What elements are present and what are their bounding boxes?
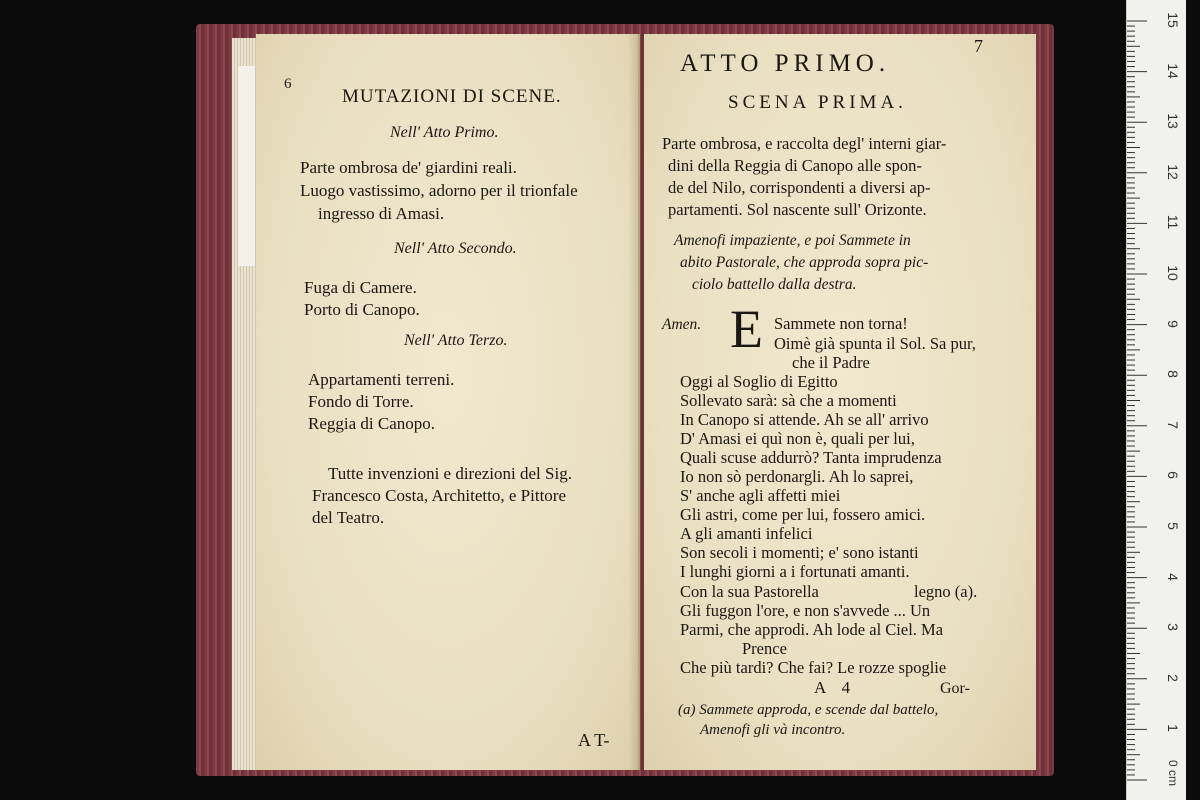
left-page-number: 6: [284, 76, 292, 92]
credits-line: Tutte invenzioni e direzioni del Sig.: [328, 464, 572, 483]
verse-line: Sollevato sarà: sà che a momenti: [680, 391, 897, 410]
stage-direction-line: Amenofi impaziente, e poi Sammete in: [674, 232, 911, 249]
left-catchword: A T-: [578, 730, 610, 750]
ruler-number: 1: [1165, 724, 1181, 733]
verse-line: Sammete non torna!: [774, 314, 908, 333]
ruler-number: 3: [1165, 623, 1181, 632]
verse-line: Oggi al Soglio di Egitto: [680, 372, 838, 391]
ruler-unit-label: 0 cm: [1166, 759, 1180, 786]
credits-line: del Teatro.: [312, 508, 385, 527]
verse-line: Con la sua Pastorella: [680, 582, 819, 601]
act3-heading: Nell' Atto Terzo.: [404, 332, 508, 349]
footnote-line: (a) Sammete approda, e scende dal battelo,: [678, 702, 939, 718]
verse-line: In Canopo si attende. Ah se all' arrivo: [680, 410, 929, 429]
verse-line: Oimè già spunta il Sol. Sa pur,: [774, 334, 976, 353]
act1-heading: Nell' Atto Primo.: [390, 124, 499, 141]
setting-line: partamenti. Sol nascente sull' Orizonte.: [668, 200, 927, 219]
setting-line: dini della Reggia di Canopo alle spon-: [668, 156, 922, 175]
ruler-number: 11: [1165, 215, 1181, 230]
ruler-number: 2: [1165, 673, 1181, 682]
scene-title: SCENA PRIMA.: [728, 92, 907, 113]
right-page-number: 7: [974, 36, 983, 56]
ruler-number: 6: [1165, 471, 1181, 480]
right-catchword: Gor-: [940, 680, 970, 697]
act3-line: Appartamenti terreni.: [308, 370, 455, 389]
verse-line: D' Amasi ei quì non è, quali per lui,: [680, 429, 915, 448]
act1-line: ingresso di Amasi.: [318, 204, 445, 223]
ruler-number: 14: [1165, 62, 1181, 79]
ruler-number: 12: [1165, 164, 1181, 180]
ruler-number: 4: [1165, 572, 1181, 581]
ruler-number: 5: [1165, 522, 1181, 530]
credits-line: Francesco Costa, Architetto, e Pittore: [312, 486, 566, 505]
verse-line: Son secoli i momenti; e' sono istanti: [680, 543, 919, 562]
right-page: [644, 34, 1036, 770]
drop-cap: E: [730, 299, 763, 359]
act-title: ATTO PRIMO.: [680, 50, 891, 77]
act2-line: Fuga di Camere.: [304, 278, 417, 297]
act2-heading: Nell' Atto Secondo.: [394, 240, 517, 257]
verse-line: A gli amanti infelici: [680, 524, 813, 543]
verse-line: Io non sò perdonargli. Ah lo saprei,: [680, 467, 914, 486]
ruler-number: 15: [1165, 12, 1181, 28]
verse-line: Parmi, che approdi. Ah lode al Ciel. Ma: [680, 620, 944, 639]
ruler-number: 9: [1165, 319, 1181, 328]
act1-line: Luogo vastissimo, adorno per il trionfale: [300, 181, 578, 200]
left-page: [256, 34, 640, 770]
verse-line: Gli fuggon l'ore, e non s'avvede ... Un: [680, 601, 931, 620]
verse-line: Che più tardi? Che fai? Le rozze spoglie: [680, 658, 947, 677]
setting-line: de del Nilo, corrispondenti a diversi ap-: [668, 178, 931, 197]
act2-line: Porto di Canopo.: [304, 300, 420, 319]
verse-line: Gli astri, come per lui, fossero amici.: [680, 505, 926, 524]
verse-line: I lunghi giorni a i fortunati amanti.: [680, 562, 910, 581]
act3-line: Fondo di Torre.: [308, 392, 414, 411]
act1-line: Parte ombrosa de' giardini reali.: [300, 158, 517, 177]
act3-line: Reggia di Canopo.: [308, 414, 436, 433]
verse-line: legno (a).: [914, 582, 978, 601]
verse-line: Quali scuse addurrò? Tanta imprudenza: [680, 448, 942, 467]
ruler-number: 7: [1165, 420, 1181, 429]
ruler-number: 10: [1165, 265, 1181, 281]
stage-direction-line: ciolo battello dalla destra.: [692, 276, 857, 293]
signature-mark: A 4: [814, 678, 857, 697]
paper-tab: [238, 66, 256, 266]
setting-line: Parte ombrosa, e raccolta degl' interni giar-: [662, 134, 947, 153]
footnote-line: Amenofi gli và incontro.: [700, 722, 846, 738]
left-page-title: MUTAZIONI DI SCENE.: [342, 86, 562, 107]
speaker-name: Amen.: [662, 316, 702, 333]
ruler-number: 13: [1165, 113, 1181, 129]
verse-line: S' anche agli affetti miei: [680, 486, 841, 505]
stage-direction-line: abito Pastorale, che approda sopra pic-: [680, 254, 929, 271]
ruler-number: 8: [1165, 370, 1181, 379]
verse-line: che il Padre: [792, 353, 870, 372]
verse-line: Prence: [742, 639, 787, 658]
